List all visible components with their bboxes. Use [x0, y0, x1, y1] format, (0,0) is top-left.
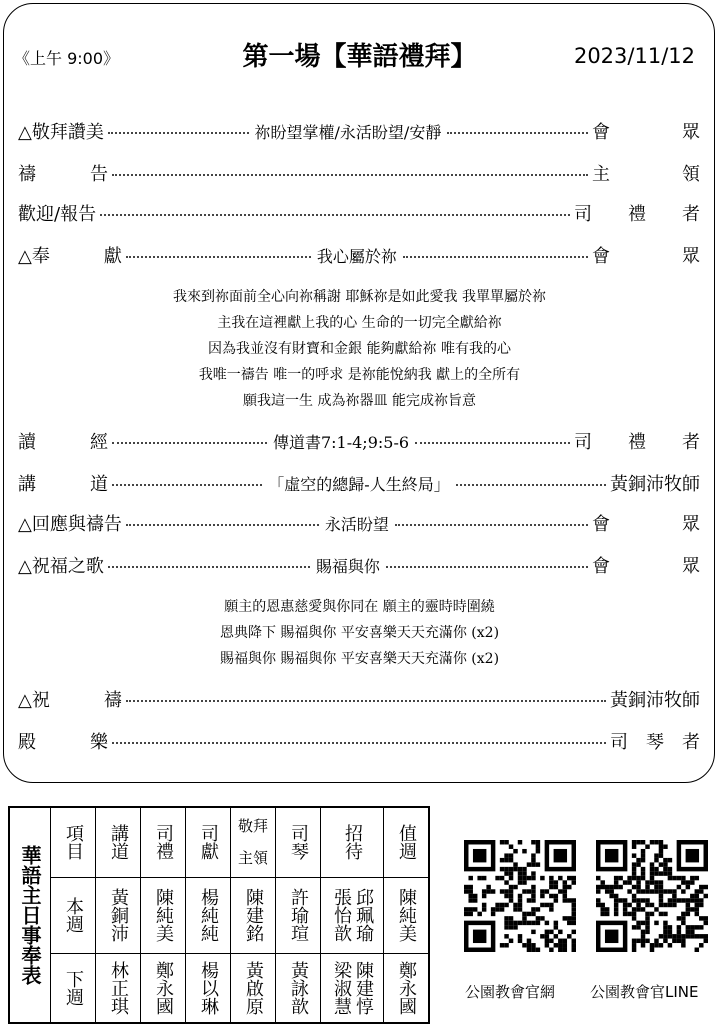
schedule-name: 黃銅沛: [108, 888, 129, 942]
order-content: 傳道書7:1-4;9:5-6: [272, 432, 410, 452]
order-row: [18, 160, 700, 186]
order-row: [18, 428, 700, 454]
order-item: △祝 禱: [18, 690, 122, 711]
leader-dots: [415, 442, 570, 444]
order-person: 會 眾: [592, 246, 701, 267]
week-label: 本週: [63, 897, 84, 933]
leader-dots: [112, 174, 588, 176]
order-item: 禱 告: [18, 164, 108, 185]
schedule-name: 陳純美: [396, 888, 417, 942]
schedule-header: 講道: [108, 824, 129, 861]
order-row: [18, 728, 700, 754]
offering-lyric-line: 因為我並沒有財寶和金銀 能夠獻給祢 唯有我的心: [208, 341, 511, 357]
order-item: △祝福之歌: [18, 556, 104, 577]
leader-dots: [447, 132, 588, 134]
order-person: 會 眾: [592, 122, 701, 143]
line-qr-code[interactable]: [596, 840, 708, 952]
order-row: [18, 118, 700, 144]
leader-dots: [108, 566, 310, 568]
offering-lyric-line: 我唯一禱告 唯一的呼求 是祢能悅納我 獻上的全所有: [198, 367, 521, 383]
schedule-header: 值週: [396, 824, 417, 861]
order-item: △敬拜讚美: [18, 122, 104, 143]
schedule-header: 司琴: [288, 824, 309, 861]
order-content: 永活盼望: [324, 514, 389, 534]
order-item: 殿 樂: [18, 732, 108, 753]
order-row: [18, 552, 700, 578]
leader-dots: [126, 700, 606, 702]
leader-dots: [100, 214, 570, 216]
order-person: 會 眾: [592, 556, 701, 577]
leader-dots: [403, 256, 588, 258]
order-person: 司 琴 者: [610, 732, 700, 753]
order-content: 「虛空的總歸-人生終局」: [268, 474, 450, 494]
order-item: 講 道: [18, 474, 108, 495]
order-person: 主 領: [592, 164, 700, 185]
blessing-lyric-line: 恩典降下 賜福與你 平安喜樂天天充滿你 (x2): [219, 625, 500, 641]
leader-dots: [126, 524, 319, 526]
order-row: [18, 200, 700, 226]
leader-dots: [112, 442, 267, 444]
schedule-header: 司獻: [198, 824, 219, 861]
service-date: 2023/11/12: [573, 44, 695, 68]
order-person: 黃銅沛牧師: [610, 690, 700, 711]
order-content: 賜福與你: [315, 556, 380, 576]
schedule-name: 楊以琳: [198, 960, 219, 1015]
order-row: [18, 686, 700, 712]
order-item: △奉 獻: [18, 246, 122, 267]
schedule-header: 招待: [342, 824, 363, 861]
leader-dots: [126, 256, 311, 258]
order-row: [18, 510, 700, 536]
offering-lyric-line: 主我在這裡獻上我的心 生命的一切完全獻給祢: [217, 315, 502, 331]
schedule-title: 華語主日事奉表: [18, 845, 42, 985]
schedule-name: 許瑜瑄: [288, 888, 309, 942]
service-time: 《上午 9:00》: [14, 49, 120, 68]
blessing-lyric-line: 願主的恩惠慈愛與你同在 願主的靈時時圍繞: [224, 599, 495, 615]
leader-dots: [456, 484, 606, 486]
website-qr-label: 公園教會官網: [465, 983, 556, 1001]
schedule-name: 邱珮瑜: [353, 888, 374, 942]
order-row: [18, 470, 700, 496]
blessing-lyric-line: 賜福與你 賜福與你 平安喜樂天天充滿你 (x2): [219, 651, 500, 667]
leader-dots: [112, 484, 262, 486]
service-schedule-table: [8, 806, 430, 1024]
schedule-header: 項目: [63, 824, 84, 861]
website-qr-code[interactable]: [464, 840, 576, 952]
schedule-header: 司禮: [153, 824, 174, 861]
order-row: [18, 242, 700, 268]
offering-lyric-line: 願我這一生 成為祢器皿 能完成祢旨意: [243, 393, 476, 409]
order-content: 我心屬於祢: [316, 246, 397, 266]
schedule-name: 林正琪: [108, 960, 129, 1015]
schedule-name: 黃詠歆: [288, 960, 309, 1015]
schedule-name: 陳純美: [153, 888, 174, 942]
leader-dots: [108, 132, 249, 134]
order-person: 司 禮 者: [574, 432, 701, 453]
order-item: △回應與禱告: [18, 514, 122, 535]
order-content: 祢盼望掌權/永活盼望/安靜: [254, 122, 442, 142]
week-label: 下週: [63, 969, 84, 1006]
schedule-title-cell: [9, 807, 51, 1023]
leader-dots: [112, 742, 606, 744]
schedule-name: 梁淑慧: [331, 960, 352, 1015]
order-person: 司 禮 者: [574, 204, 700, 225]
order-item: 歡迎/報告: [18, 204, 97, 225]
schedule-name: 陳建惇: [353, 960, 374, 1015]
order-person: 會 眾: [592, 514, 701, 535]
schedule-name: 鄭永國: [153, 960, 174, 1015]
schedule-header: 敬拜主領: [237, 817, 268, 868]
schedule-name: 鄭永國: [396, 960, 417, 1015]
schedule-name: 陳建銘: [243, 888, 264, 942]
service-title: 第一場【華語禮拜】: [242, 42, 477, 72]
order-item: 讀 經: [18, 432, 108, 453]
offering-lyric-line: 我來到祢面前全心向祢稱謝 耶穌祢是如此愛我 我單單屬於祢: [173, 289, 546, 305]
leader-dots: [386, 566, 588, 568]
schedule-name: 黃啟原: [243, 960, 264, 1015]
schedule-name: 張怡歆: [331, 888, 352, 942]
order-person: 黃銅沛牧師: [610, 474, 701, 495]
line-qr-label: 公園教會官LINE: [590, 983, 699, 1001]
leader-dots: [395, 524, 588, 526]
schedule-name: 楊純純: [198, 888, 219, 942]
